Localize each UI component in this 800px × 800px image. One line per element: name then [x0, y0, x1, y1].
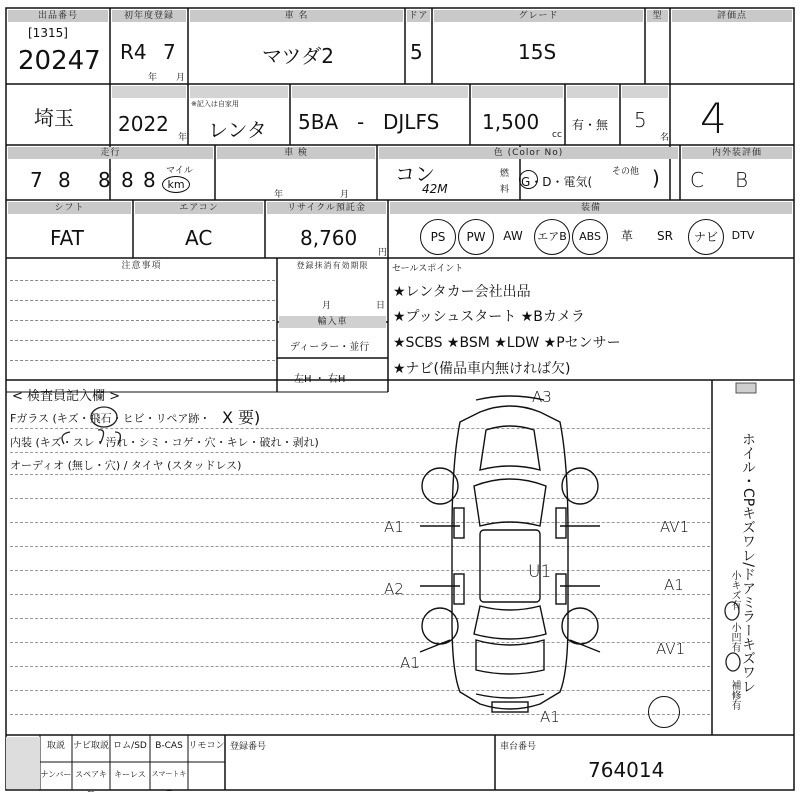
inspection-title: < 検査員記入欄 >: [12, 389, 121, 404]
footer-cell: ナンバー: [40, 770, 72, 779]
equipment-option: SR: [657, 229, 673, 243]
side-note-small: 補修有: [729, 680, 740, 710]
equipment-option: PS: [420, 219, 456, 255]
mileage-digit: 8: [143, 168, 156, 192]
equipment-option: ナビ: [688, 219, 724, 255]
cc-unit: cc: [552, 130, 562, 140]
model-code: DJLFS: [383, 110, 440, 134]
damage-code: A3: [532, 388, 552, 406]
mileage-unit-top: マイル: [166, 166, 193, 176]
footer-cell: B-CAS: [155, 741, 183, 751]
tire-tread-circle: [648, 696, 680, 728]
equipment-option: エアB: [534, 219, 570, 255]
fuel-label-bottom: 料: [500, 185, 510, 195]
mileage-digit: 7: [30, 168, 43, 192]
year-unit: 年: [148, 73, 158, 83]
km-unit: km: [162, 176, 190, 193]
interior-grade: C: [690, 168, 704, 192]
shift-header: 型: [647, 10, 668, 22]
footer-cell: ロム/SD: [113, 741, 147, 751]
mileage-header: 走行: [8, 147, 213, 159]
fuel-close: ): [652, 166, 660, 190]
seats-unit: 名: [660, 133, 670, 143]
grade-value: 15S: [518, 40, 557, 64]
footer-cell: リモコン: [188, 741, 225, 751]
era-year: R4: [120, 40, 147, 64]
lot-number: 20247: [18, 46, 101, 76]
damage-code: A1: [664, 576, 684, 594]
side-note-small: 小凹有: [729, 622, 740, 652]
import-header: 輸入車: [279, 316, 386, 328]
month-unit: 月: [176, 73, 186, 83]
lot-prefix: [1315]: [28, 26, 68, 40]
score-header: 評価点: [672, 10, 792, 22]
footer-tab: [6, 737, 40, 789]
equipment-option: ABS: [572, 219, 608, 255]
transmission: FAT: [50, 226, 85, 250]
usage-note: ※記入は自家用: [191, 100, 239, 108]
equipment-option: 革: [620, 229, 633, 243]
damage-code: A1: [384, 518, 404, 536]
notes-header: 注意事項: [8, 260, 275, 272]
footer-cell: スペアキー: [75, 770, 107, 796]
equipment-option: AW: [503, 229, 523, 243]
footer-cell: スマートキー: [151, 770, 187, 795]
expiry-header: 登録抹消有効期限: [279, 260, 386, 272]
fuel-other-label: その他: [612, 167, 640, 177]
seats: 5: [634, 108, 647, 132]
color-code: 42M: [422, 182, 448, 196]
ac-value: AC: [185, 226, 213, 250]
sales-point: ★ナビ(備品車内無ければ欠): [393, 361, 571, 377]
damage-code: A1: [400, 654, 420, 672]
color-header: 色 (Color No): [379, 147, 678, 159]
interior-line: 内装 (キズ・スレ・汚れ・シミ・コゲ・穴・キレ・破れ・剥れ): [10, 436, 319, 449]
doors-value: 5: [410, 40, 423, 64]
sales-point: ★プッシュスタート ★Bカメラ: [393, 309, 585, 325]
model-prefix: 5BA: [298, 110, 339, 134]
equipment-option: PW: [458, 219, 494, 255]
audio-tire-line: オーディオ (無し・穴) / タイヤ (スタッドレス): [10, 459, 242, 472]
damage-code: AV1: [660, 518, 690, 536]
expiry-month: 月: [322, 301, 332, 311]
expiry-day: 日: [376, 301, 386, 311]
sales-header: セールスポイント: [392, 264, 464, 274]
fuel-options: G・D・電気(: [521, 175, 593, 189]
first-reg-month: 7: [163, 40, 176, 64]
lot-header: 出品番号: [8, 10, 108, 22]
car-name: マツダ2: [262, 44, 334, 68]
usage: レンタ: [208, 118, 267, 142]
year-unit-2: 年: [178, 133, 188, 143]
chassis-label: 車台番号: [500, 742, 537, 752]
car-header: 車 名: [190, 10, 403, 22]
sales-point: ★SCBS ★BSM ★LDW ★Pセンサー: [393, 335, 621, 351]
recycle-fee: 8,760: [300, 226, 358, 250]
recycle-header: リサイクル預託金: [267, 202, 386, 214]
mileage-digit: 8: [98, 168, 111, 192]
side-note: ホイル・CPキズワレ/ドアミラーキズワレ: [740, 432, 756, 693]
reg-label: 登録番号: [230, 742, 267, 752]
equipment-option: DTV: [731, 229, 755, 242]
model-year: 2022: [118, 112, 169, 136]
windshield-mark: X 要): [222, 408, 261, 427]
equipment-header: 装備: [390, 202, 792, 214]
dealer-parallel: ディーラー・並行: [290, 342, 370, 353]
doors-header: ドア: [408, 11, 429, 21]
damage-code: AV1: [656, 640, 686, 658]
score-handwritten: 4: [700, 94, 727, 143]
mileage-digit: 8: [121, 168, 134, 192]
grade-header: グレード: [434, 10, 643, 22]
year-header: 初年度登録: [112, 10, 186, 22]
damage-code: A1: [540, 708, 560, 726]
footer-cell: キーレス: [114, 770, 146, 779]
shift-header: シフト: [8, 202, 131, 214]
side-note-small: 小キズ有: [729, 570, 740, 610]
damage-code: U1: [528, 562, 552, 582]
steering: 左H ・ 右H: [294, 374, 346, 385]
recycle-unit: 円: [378, 248, 388, 258]
mileage-digit: 8: [58, 168, 71, 192]
inspection-month-unit: 月: [340, 190, 350, 200]
ac-header-2: エアコン: [135, 202, 263, 214]
fuel-label-top: 燃: [500, 169, 510, 179]
footer-cell: ナビ取説: [72, 741, 109, 751]
interior-header: 内外装評価: [682, 147, 792, 159]
inspection-header: 車 検: [217, 147, 375, 159]
region: 埼玉: [34, 106, 74, 130]
ac-type: 有・無: [572, 118, 609, 132]
windshield-line: Fガラス (キズ・飛石・ヒビ・リペア跡・: [10, 412, 211, 425]
color: コン: [395, 162, 435, 186]
model-dash: -: [357, 110, 365, 134]
footer-cell: 取説: [46, 741, 65, 751]
sales-point: ★レンタカー会社出品: [393, 284, 531, 300]
chassis-number: 764014: [588, 758, 665, 782]
damage-code: A2: [384, 580, 404, 598]
car-diagram: [380, 390, 640, 730]
displacement: 1,500: [482, 110, 540, 134]
inspection-year-unit: 年: [274, 190, 284, 200]
exterior-grade: B: [735, 168, 749, 192]
